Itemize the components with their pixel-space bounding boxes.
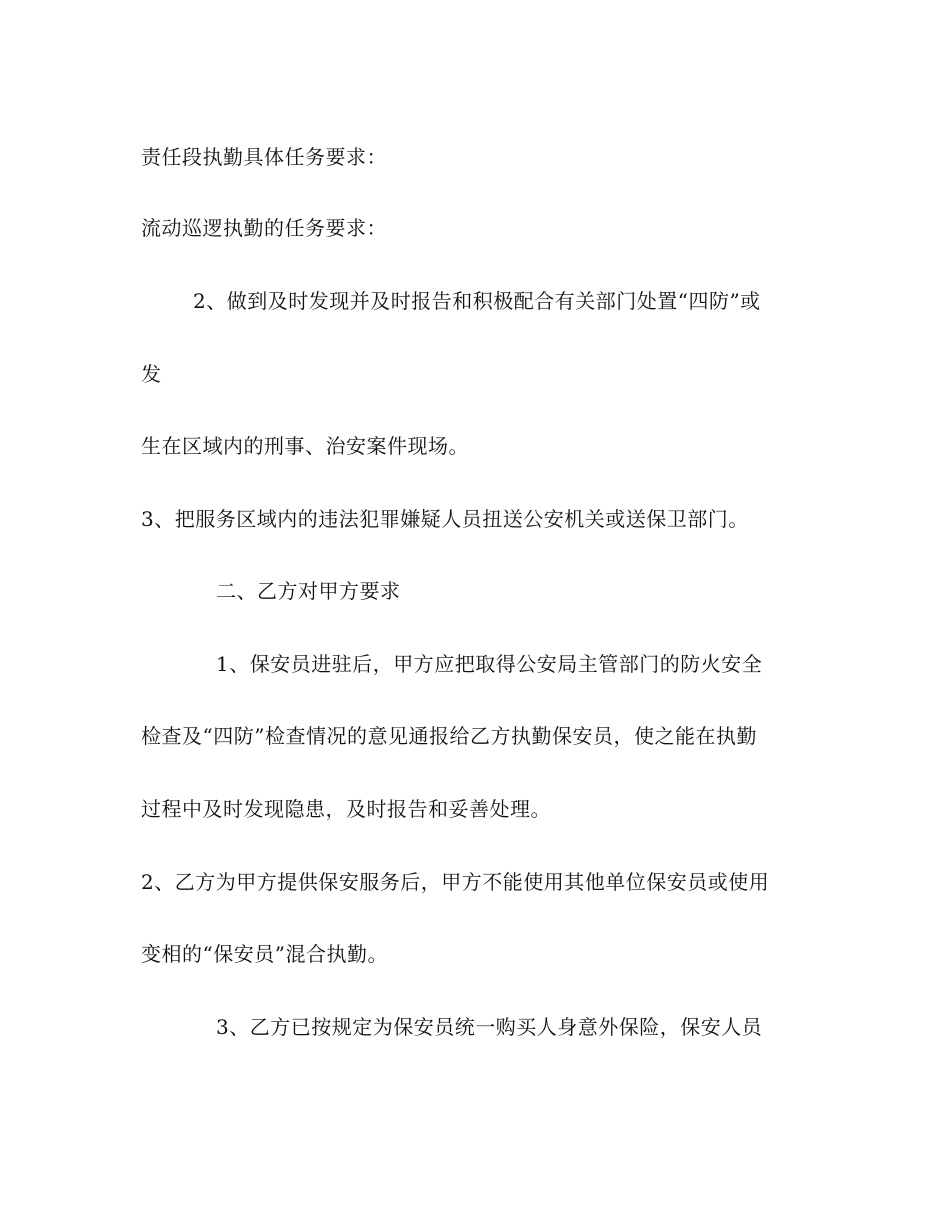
text-line-6: 3、把服务区域内的违法犯罪嫌疑人员扭送公安机关或送保卫部门。 [141,507,749,531]
text-line-3: 2、做到及时发现并及时报告和积极配合有关部门处置“四防”或 [193,289,761,313]
text-line-13: 3、乙方已按规定为保安员统一购买人身意外保险，保安人员 [216,1015,763,1039]
text-line-12: 变相的“保安员”混合执勤。 [141,942,388,966]
text-line-4: 发 [141,362,162,386]
text-line-11: 2、乙方为甲方提供保安服务后，甲方不能使用其他单位保安员或使用 [141,870,770,894]
text-line-8: 1、保安员进驻后，甲方应把取得公安局主管部门的防火安全 [216,652,763,676]
text-line-10: 过程中及时发现隐患，及时报告和妥善处理。 [141,797,551,821]
text-line-1: 责任段执勤具体任务要求： [141,145,387,169]
text-line-2: 流动巡逻执勤的任务要求： [141,216,387,240]
text-line-9: 检查及“四防”检查情况的意见通报给乙方执勤保安员，使之能在执勤 [141,724,757,748]
text-line-5: 生在区域内的刑事、治安案件现场。 [141,434,469,458]
section-heading: 二、乙方对甲方要求 [216,579,401,603]
